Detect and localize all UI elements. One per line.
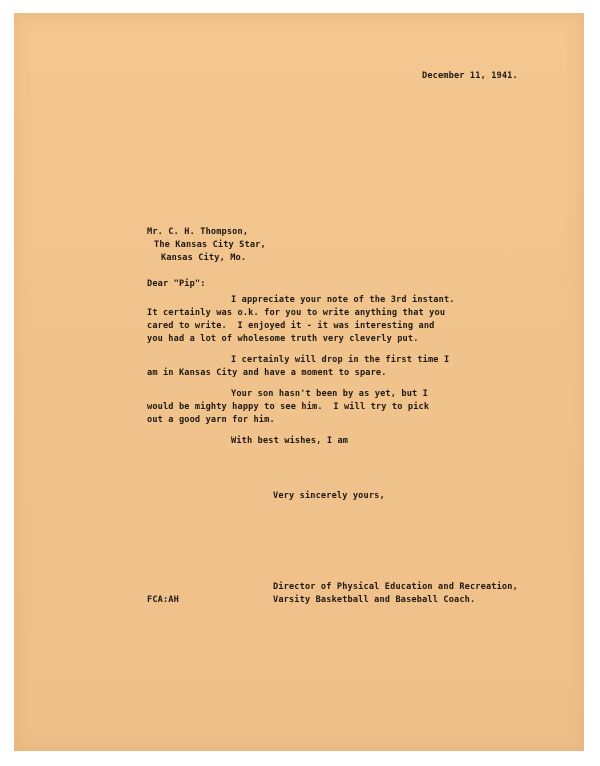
paragraph-3-line-3: out a good yarn for him. (147, 415, 275, 425)
paragraph-1-line-4: you had a lot of wholesome truth very cleverly put. (147, 334, 419, 344)
paragraph-3-line-2: would be mighty happy to see him. I will try to pick (147, 402, 430, 412)
signature-title-1: Director of Physical Education and Recreation, (273, 582, 518, 592)
paragraph-1-line-3: cared to write. I enjoyed it - it was interesting and (147, 321, 435, 331)
closing-wish: With best wishes, I am (231, 436, 349, 446)
paragraph-1-line-1: I appreciate your note of the 3rd instant. (231, 295, 455, 305)
recipient-name: Mr. C. H. Thompson, (147, 227, 249, 237)
paragraph-3-line-1: Your son hasn't been by as yet, but I (231, 389, 428, 399)
recipient-company: The Kansas City Star, (154, 240, 266, 250)
complimentary-closing: Very sincerely yours, (273, 491, 385, 501)
signature-title-2: Varsity Basketball and Baseball Coach. (273, 595, 476, 605)
paragraph-2-line-1: I certainly will drop in the first time I (231, 355, 450, 365)
letter-date: December 11, 1941. (422, 71, 518, 81)
letter-sheet (14, 13, 584, 751)
recipient-location: Kansas City, Mo. (161, 253, 247, 263)
paragraph-2-line-2: am in Kansas City and have a moment to spare. (147, 368, 387, 378)
typist-initials: FCA:AH (147, 595, 179, 605)
paragraph-1-line-2: It certainly was o.k. for you to write anything that you (147, 308, 446, 318)
salutation: Dear "Pip": (147, 279, 206, 289)
